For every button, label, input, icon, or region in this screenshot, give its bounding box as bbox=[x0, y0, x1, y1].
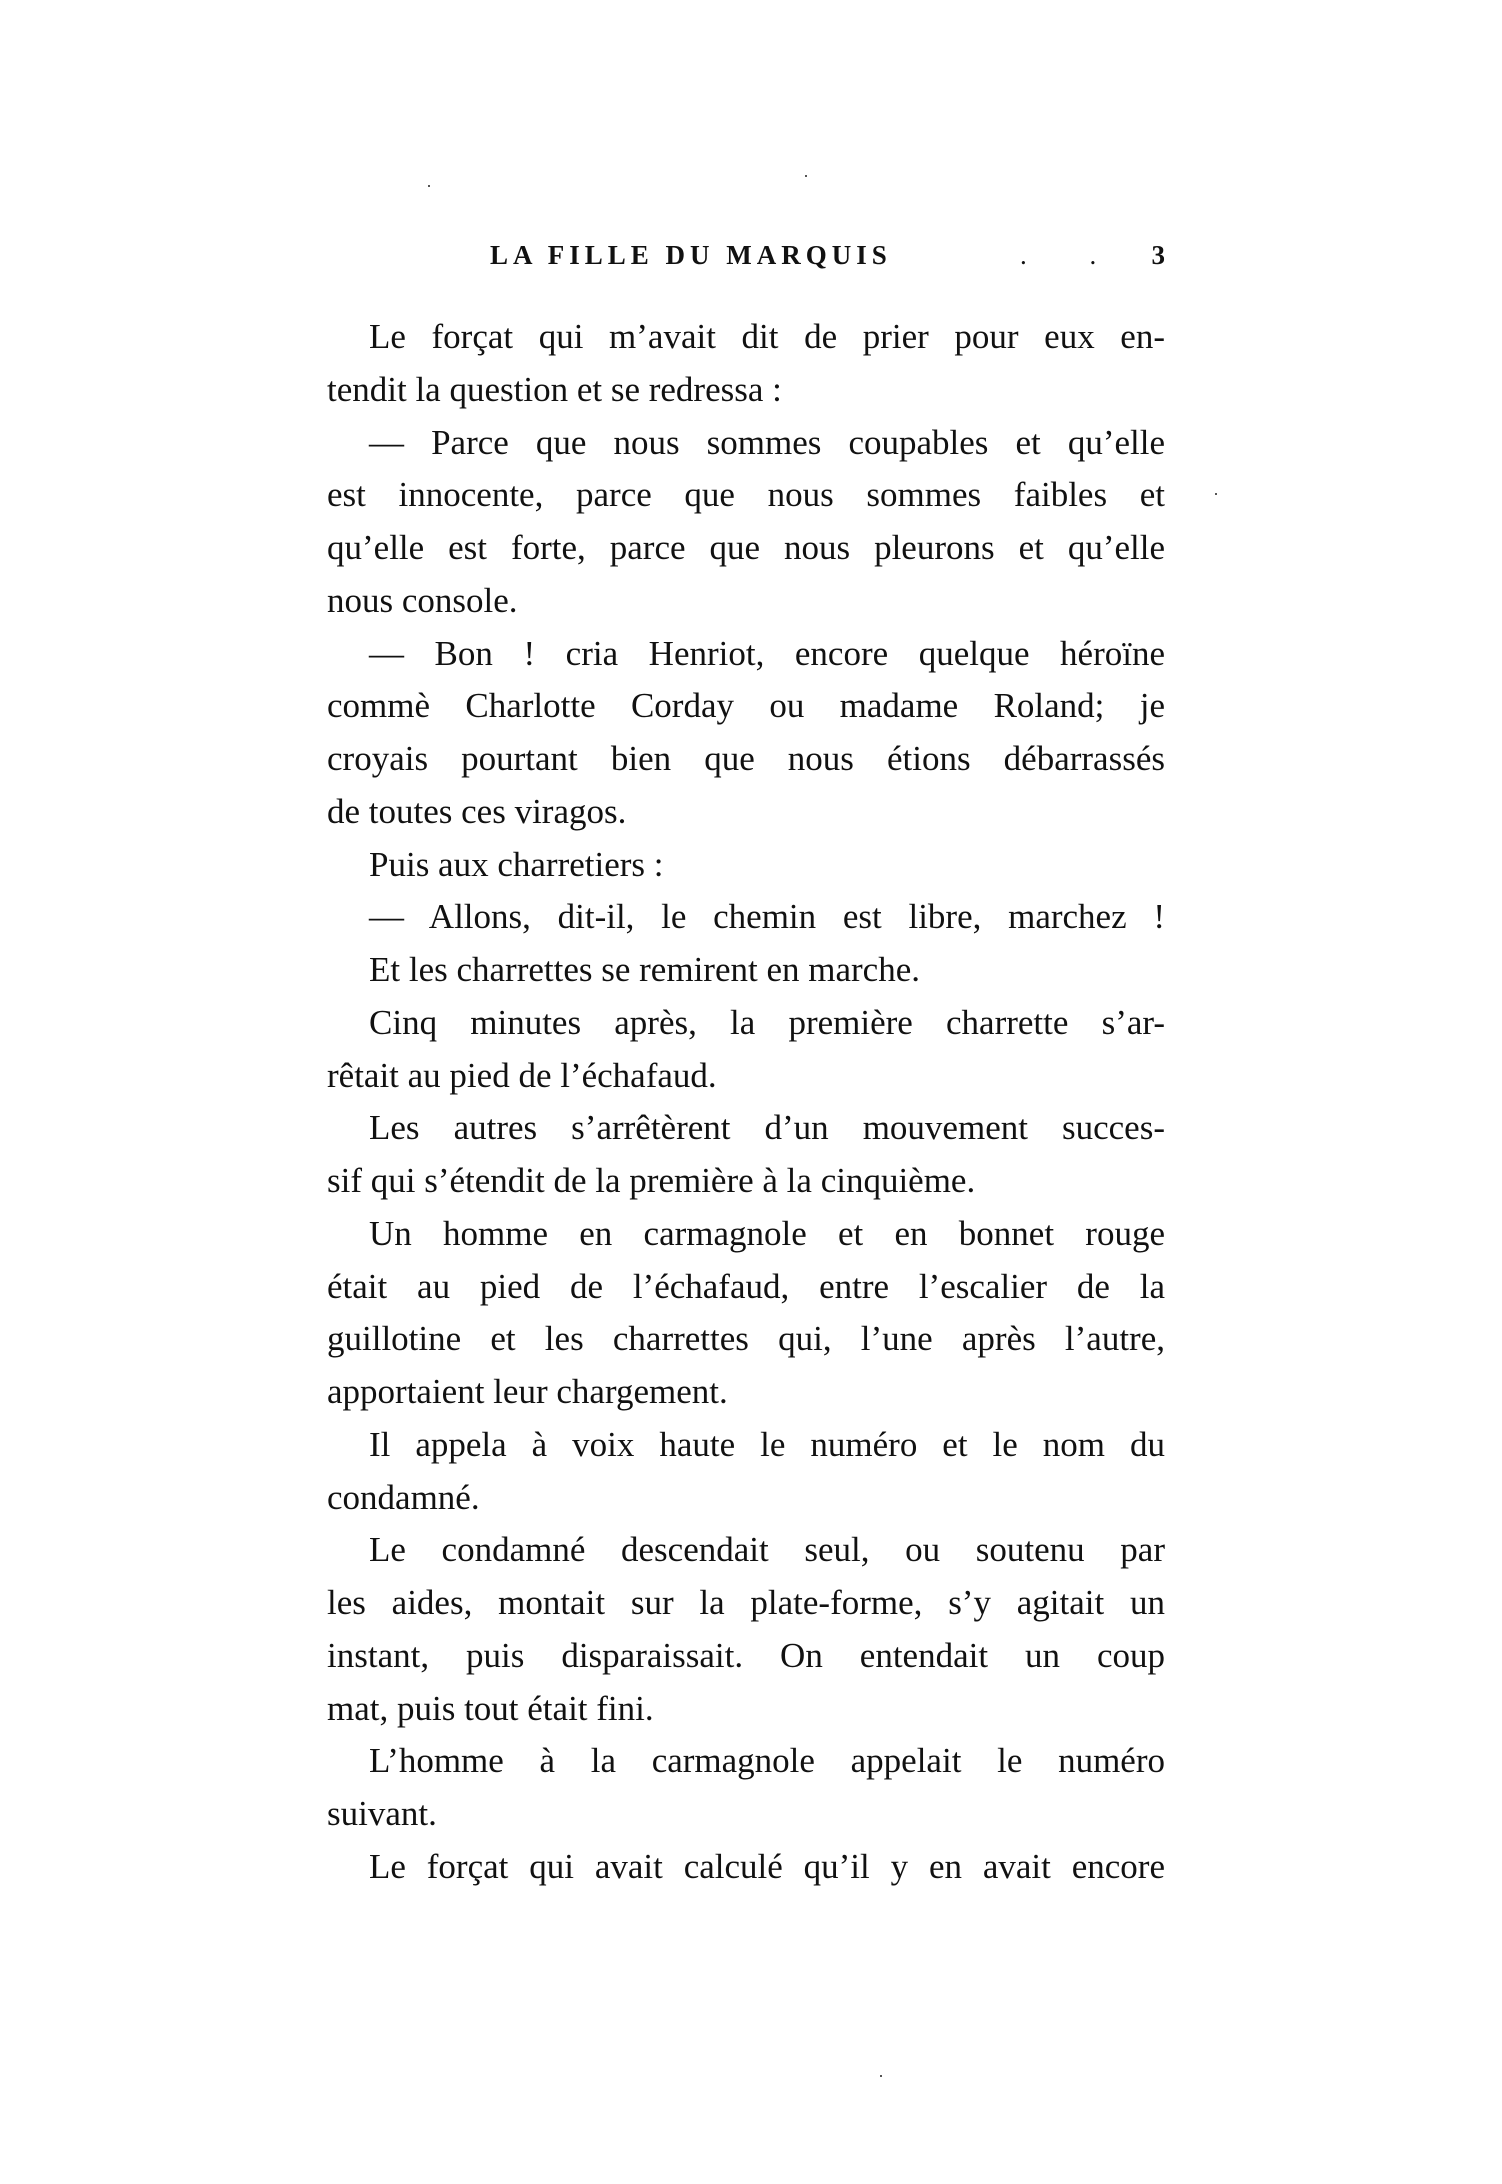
scan-speck bbox=[1215, 493, 1217, 495]
text-line: sif qui s’étendit de la première à la cinquième. bbox=[327, 1161, 976, 1200]
text-line: rêtait au pied de l’échafaud. bbox=[327, 1055, 717, 1095]
scan-speck bbox=[880, 2075, 882, 2077]
text-line: commè Charlotte Corday ou madame Roland; je bbox=[327, 686, 1165, 726]
text-line: tendit la question et se redressa : bbox=[327, 369, 782, 409]
text-line: suivant. bbox=[327, 1794, 437, 1833]
text-line: instant, puis disparaissait. On entendait un coup bbox=[327, 1635, 1165, 1675]
text-line: Puis aux charretiers : bbox=[369, 844, 664, 884]
text-line: de toutes ces viragos. bbox=[327, 791, 627, 831]
text-line: est innocente, parce que nous sommes faibles et bbox=[327, 475, 1165, 515]
text-line: Un homme en carmagnole et en bonnet rouge bbox=[369, 1213, 1165, 1253]
text-line: les aides, montait sur la plate-forme, s’y agitait un bbox=[327, 1583, 1165, 1622]
text-line: apportaient leur chargement. bbox=[327, 1372, 728, 1411]
text-line: Cinq minutes après, la première charrette s’ar- bbox=[369, 1002, 1165, 1042]
text-line: croyais pourtant bien que nous étions débarrassés bbox=[327, 739, 1165, 778]
text-line: — Bon ! cria Henriot, encore quelque héroïne bbox=[369, 633, 1165, 673]
text-line: — Parce que nous sommes coupables et qu’elle bbox=[369, 422, 1165, 462]
running-header bbox=[490, 240, 1165, 280]
text-line: Il appela à voix haute le numéro et le nom du bbox=[369, 1424, 1165, 1464]
text-line: Le forçat qui m’avait dit de prier pour eux en- bbox=[369, 317, 1165, 356]
header-dots: . . bbox=[1020, 240, 1125, 270]
page-number: 3 bbox=[1151, 240, 1165, 270]
text-line: était au pied de l’échafaud, entre l’escalier de la bbox=[327, 1266, 1165, 1306]
text-line: — Allons, dit-il, le chemin est libre, marchez ! bbox=[369, 897, 1165, 937]
text-line: Le condamné descendait seul, ou soutenu par bbox=[369, 1530, 1165, 1570]
scan-speck bbox=[805, 175, 807, 177]
text-line: qu’elle est forte, parce que nous pleurons et qu’elle bbox=[327, 528, 1165, 567]
page-body-text bbox=[327, 311, 1165, 1894]
running-title: LA FILLE DU MARQUIS bbox=[490, 240, 892, 270]
text-line: condamné. bbox=[327, 1477, 480, 1517]
text-line: nous console. bbox=[327, 580, 518, 620]
text-line: Le forçat qui avait calculé qu’il y en avait encore bbox=[369, 1846, 1165, 1886]
text-line: Et les charrettes se remirent en marche. bbox=[369, 950, 920, 989]
text-line: Les autres s’arrêtèrent d’un mouvement succes- bbox=[369, 1108, 1165, 1148]
scan-speck bbox=[428, 185, 430, 187]
text-line: mat, puis tout était fini. bbox=[327, 1688, 654, 1728]
text-line: L’homme à la carmagnole appelait le numéro bbox=[369, 1741, 1165, 1781]
text-line: guillotine et les charrettes qui, l’une après l’autre, bbox=[327, 1319, 1165, 1359]
